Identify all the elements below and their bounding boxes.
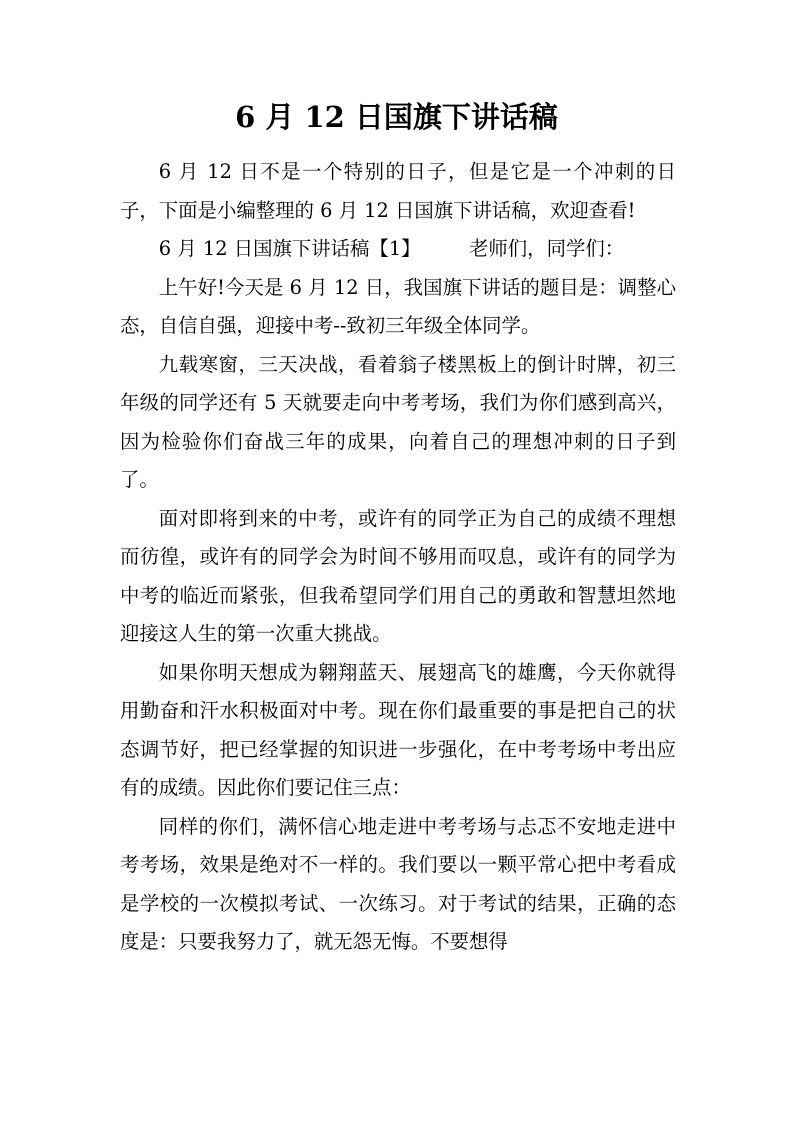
paragraph-heading: 6 月 12 日国旗下讲话稿【1】 老师们，同学们： bbox=[158, 237, 625, 260]
document-title: 6 月 12 日国旗下讲话稿 bbox=[235, 100, 558, 134]
paragraph: 面对即将到来的中考，或许有的同学正为自己的成绩不理想而彷徨，或许有的同学会为时间不够用而叹息，或许有的同学为中考的临近而紧张，但我希望同学们用自己的勇敢和智慧坦然地迎接这人生的第一次重大挑战。 bbox=[120, 506, 676, 645]
paragraph-intro: 6 月 12 日不是一个特别的日子，但是它是一个冲刺的日子，下面是小编整理的 6 月 12 日国旗下讲话稿，欢迎查看! bbox=[120, 160, 676, 222]
paragraph: 同样的你们，满怀信心地走进中考考场与忐忑不安地走进中考考场，效果是绝对不一样的。我们要以一颗平常心把中考看成是学校的一次模拟考试、一次练习。对于考试的结果，正确的态度是：只要我努力了，就无怨无悔。不要想得 bbox=[120, 814, 676, 953]
paragraph: 如果你明天想成为翱翔蓝天、展翅高飞的雄鹰，今天你就得用勤奋和汗水积极面对中考。现在你们最重要的事是把自己的状态调节好，把已经掌握的知识进一步强化，在中考考场中考出应有的成绩。因此你们要记住三点： bbox=[120, 660, 676, 799]
paragraph: 九载寒窗，三天决战，看着翁子楼黑板上的倒计时牌，初三年级的同学还有 5 天就要走向中考考场，我们为你们感到高兴，因为检验你们奋战三年的成果，向着自己的理想冲刺的日子到了。 bbox=[120, 352, 676, 491]
paragraph-greeting: 上午好!今天是 6 月 12 日，我国旗下讲话的题目是：调整心态，自信自强，迎接中考--致初三年级全体同学。 bbox=[120, 275, 676, 337]
document-body bbox=[120, 153, 676, 962]
